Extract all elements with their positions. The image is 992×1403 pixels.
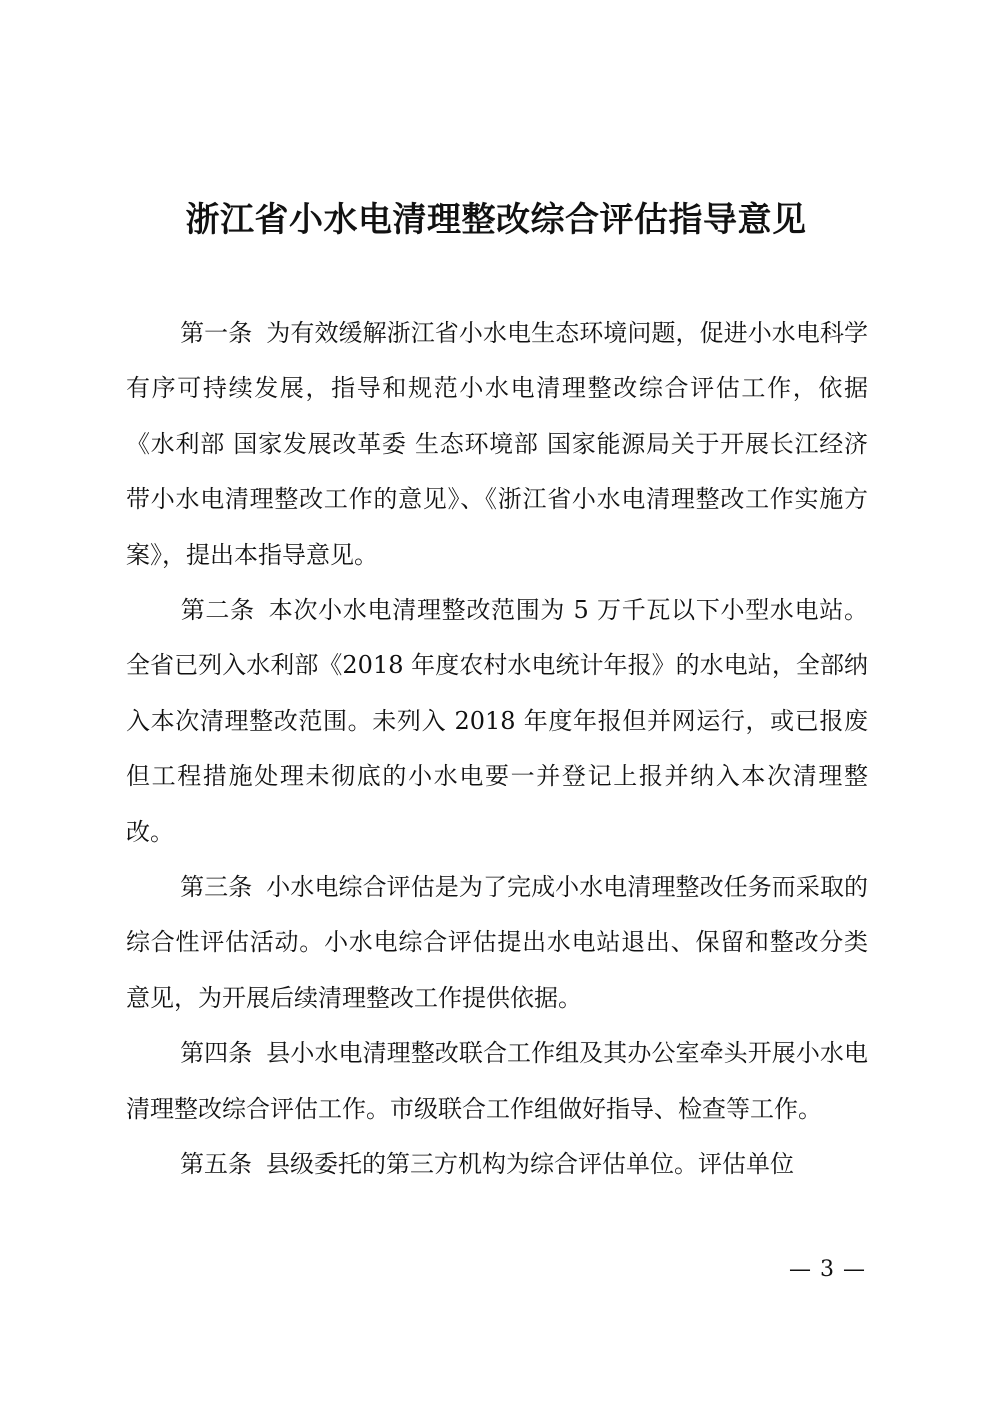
article-3-label: 第三条 [180, 873, 253, 902]
document-title: 浙江省小水电清理整改综合评估指导意见 [185, 200, 807, 240]
document-body [126, 306, 868, 1193]
article-1-text: 为有效缓解浙江省小水电生态环境问题，促进小水电科学有序可持续发展，指导和规范小水电清理整改综合评估工作，依据《水利部 国家发展改革委 生态环境部 国家能源局关于开展长江经济带小水电清理整改工作的意见》、《浙江省小水电清理整改工作实施方案》，提出本指导意见。 [126, 319, 869, 569]
article-2 [126, 583, 868, 860]
article-3 [126, 860, 868, 1026]
article-4-text: 县小水电清理整改联合工作组及其办公室牵头开展小水电清理整改综合评估工作。市级联合工作组做好指导、检查等工作。 [126, 1039, 869, 1123]
page-number: — 3 — [789, 1257, 866, 1282]
article-5 [126, 1137, 868, 1192]
article-1-label: 第一条 [180, 319, 253, 347]
article-5-text: 县级委托的第三方机构为综合评估单位。评估单位 [266, 1150, 794, 1179]
article-2-label: 第二条 [180, 596, 255, 625]
article-5-label: 第五条 [180, 1150, 252, 1179]
article-3-text: 小水电综合评估是为了完成小水电清理整改任务而采取的综合性评估活动。小水电综合评估提出水电站退出、保留和整改分类意见，为开展后续清理整改工作提供依据。 [126, 873, 869, 1012]
article-4-label: 第四条 [180, 1039, 253, 1068]
article-1 [126, 306, 868, 583]
article-2-text: 本次小水电清理整改范围为 5 万千瓦以下小型水电站。全省已列入水利部《2018 年度农村水电统计年报》的水电站，全部纳入本次清理整改范围。未列入 2018 年度年报但并网运行，或已报废但工程措施处理未彻底的小水电要一并登记上报并纳入本次清理整改。 [126, 596, 868, 846]
article-4 [126, 1026, 868, 1137]
